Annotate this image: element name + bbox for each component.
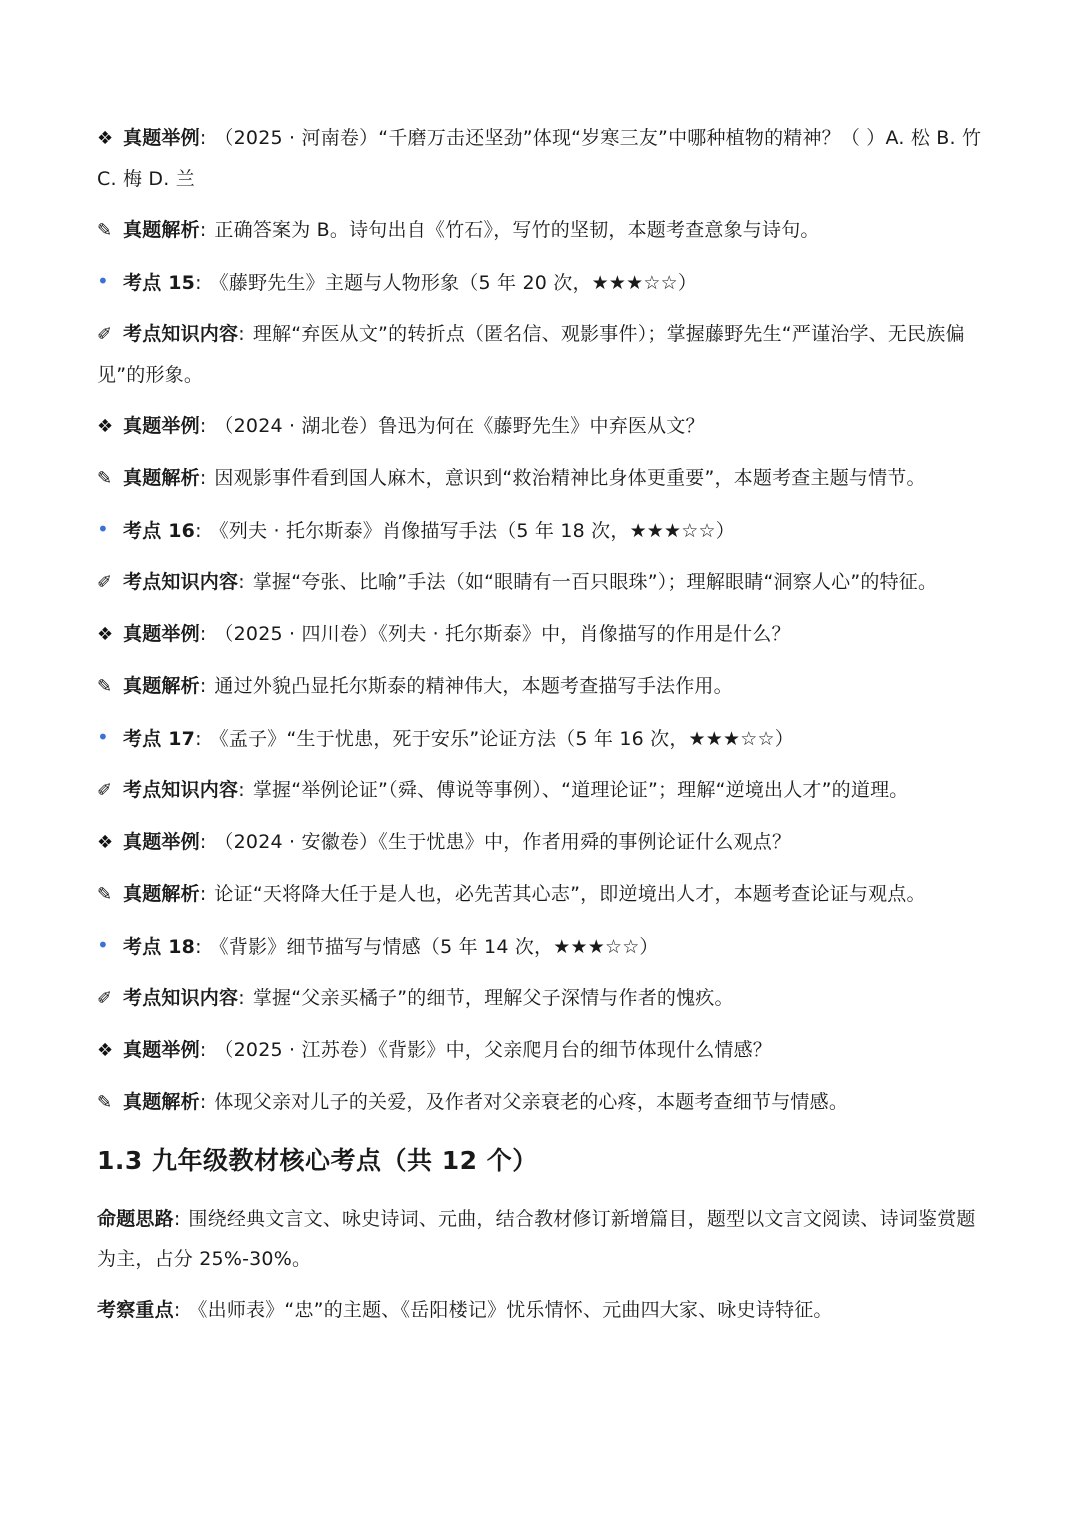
exam-example	[97, 406, 985, 447]
analysis-text: 通过外貌凸显托尔斯泰的精神伟大，本题考查描写手法作用。	[214, 675, 733, 697]
label-colon: :	[238, 779, 245, 801]
knowledge-label: 考点知识内容	[123, 323, 239, 345]
point-text: 《藤野先生》主题与人物形象（5 年 20 次，★★★☆☆）	[209, 272, 698, 294]
point-text: 《孟子》“生于忧患，死于安乐”论证方法（5 年 16 次，★★★☆☆）	[209, 728, 794, 750]
section-focus	[97, 1290, 985, 1330]
exam-analysis	[97, 1082, 985, 1123]
analysis-label: 真题解析	[123, 219, 200, 241]
example-text: （2025 · 江苏卷）《背影》中，父亲爬月台的细节体现什么情感？	[214, 1039, 772, 1061]
point-text: 《列夫 · 托尔斯泰》肖像描写手法（5 年 18 次，★★★☆☆）	[209, 520, 735, 542]
example-text: （2024 · 湖北卷）鲁迅为何在《藤野先生》中弃医从文？	[214, 415, 705, 437]
knowledge-content	[97, 770, 985, 811]
exam-example	[97, 1030, 985, 1071]
analysis-label: 真题解析	[123, 883, 200, 905]
label-colon: :	[238, 571, 245, 593]
label-colon: :	[195, 272, 202, 294]
exam-point	[97, 510, 985, 551]
pen-icon: ✐	[97, 324, 113, 345]
pencil-icon: ✎	[97, 884, 113, 905]
exam-example	[97, 118, 985, 199]
knowledge-label: 考点知识内容	[123, 779, 239, 801]
exam-example	[97, 614, 985, 655]
point-label: 考点 17	[123, 728, 196, 750]
focus-label: 考察重点	[97, 1299, 174, 1321]
intro-label: 命题思路	[97, 1208, 174, 1230]
section-heading: 1.3 九年级教材核心考点（共 12 个）	[97, 1146, 538, 1175]
label-colon: :	[199, 219, 207, 241]
exam-point	[97, 926, 985, 967]
knowledge-content	[97, 978, 985, 1019]
label-colon: :	[195, 520, 202, 542]
bullet-icon: •	[97, 517, 109, 541]
focus-text: 《出师表》“忠”的主题、《岳阳楼记》忧乐情怀、元曲四大家、咏史诗特征。	[188, 1299, 833, 1321]
pen-icon: ✐	[97, 988, 113, 1009]
label-colon: :	[195, 728, 202, 750]
example-label: 真题举例	[123, 1039, 200, 1061]
label-colon: :	[238, 323, 245, 345]
knowledge-text: 掌握“父亲买橘子”的细节，理解父子深情与作者的愧疚。	[252, 987, 734, 1009]
knowledge-content	[97, 562, 985, 603]
exam-analysis	[97, 210, 985, 251]
diamond-icon: ❖	[97, 416, 114, 437]
label-colon: :	[199, 883, 207, 905]
label-colon: :	[199, 623, 207, 645]
pencil-icon: ✎	[97, 220, 113, 241]
knowledge-label: 考点知识内容	[123, 987, 239, 1009]
example-text: （2025 · 河南卷）“千磨万击还坚劲”体现“岁寒三友”中哪种植物的精神？（ ）A. 松 B. 竹 C. 梅 D. 兰	[97, 127, 982, 190]
exam-analysis	[97, 458, 985, 499]
analysis-label: 真题解析	[123, 1091, 200, 1113]
example-text: （2024 · 安徽卷）《生于忧患》中，作者用舜的事例论证什么观点？	[214, 831, 792, 853]
analysis-label: 真题解析	[123, 675, 200, 697]
bullet-icon: •	[97, 725, 109, 749]
diamond-icon: ❖	[97, 128, 114, 149]
pencil-icon: ✎	[97, 468, 113, 489]
label-colon: :	[199, 1039, 207, 1061]
document-page	[97, 118, 985, 1341]
analysis-text: 正确答案为 B。诗句出自《竹石》，写竹的坚韧，本题考查意象与诗句。	[214, 219, 820, 241]
label-colon: :	[199, 415, 207, 437]
diamond-icon: ❖	[97, 624, 114, 645]
exam-point	[97, 262, 985, 303]
pencil-icon: ✎	[97, 1092, 113, 1113]
example-label: 真题举例	[123, 127, 200, 149]
point-label: 考点 15	[123, 272, 196, 294]
pen-icon: ✐	[97, 780, 113, 801]
knowledge-text: 掌握“夸张、比喻”手法（如“眼睛有一百只眼珠”）；理解眼睛“洞察人心”的特征。	[252, 571, 938, 593]
example-text: （2025 · 四川卷）《列夫 · 托尔斯泰》中，肖像描写的作用是什么？	[214, 623, 791, 645]
point-label: 考点 18	[123, 936, 196, 958]
pen-icon: ✐	[97, 572, 113, 593]
label-colon: :	[238, 987, 245, 1009]
label-colon: :	[173, 1299, 181, 1321]
knowledge-content	[97, 314, 985, 395]
example-label: 真题举例	[123, 415, 200, 437]
diamond-icon: ❖	[97, 1040, 114, 1061]
exam-analysis	[97, 666, 985, 707]
label-colon: :	[199, 831, 207, 853]
example-label: 真题举例	[123, 623, 200, 645]
exam-analysis	[97, 874, 985, 915]
knowledge-text: 理解“弃医从文”的转折点（匿名信、观影事件）；掌握藤野先生“严谨治学、无民族偏见”的形象。	[97, 323, 965, 386]
label-colon: :	[195, 936, 202, 958]
analysis-text: 论证“天将降大任于是人也，必先苦其心志”，即逆境出人才，本题考查论证与观点。	[214, 883, 926, 905]
diamond-icon: ❖	[97, 832, 114, 853]
exam-point	[97, 718, 985, 759]
label-colon: :	[173, 1208, 181, 1230]
example-label: 真题举例	[123, 831, 200, 853]
bullet-icon: •	[97, 933, 109, 957]
label-colon: :	[199, 675, 207, 697]
pencil-icon: ✎	[97, 676, 113, 697]
knowledge-label: 考点知识内容	[123, 571, 239, 593]
analysis-text: 因观影事件看到国人麻木，意识到“救治精神比身体更重要”，本题考查主题与情节。	[214, 467, 926, 489]
analysis-text: 体现父亲对儿子的关爱，及作者对父亲衰老的心疼，本题考查细节与情感。	[214, 1091, 849, 1113]
label-colon: :	[199, 1091, 207, 1113]
label-colon: :	[199, 467, 207, 489]
knowledge-text: 掌握“举例论证”（舜、傅说等事例）、“道理论证”；理解“逆境出人才”的道理。	[252, 779, 909, 801]
section-intro	[97, 1199, 985, 1279]
analysis-label: 真题解析	[123, 467, 200, 489]
point-label: 考点 16	[123, 520, 196, 542]
point-text: 《背影》细节描写与情感（5 年 14 次，★★★☆☆）	[209, 936, 659, 958]
intro-text: 围绕经典文言文、咏史诗词、元曲，结合教材修订新增篇目，题型以文言文阅读、诗词鉴赏题为主，占分 25%-30%。	[97, 1208, 976, 1270]
label-colon: :	[199, 127, 207, 149]
exam-example	[97, 822, 985, 863]
bullet-icon: •	[97, 269, 109, 293]
